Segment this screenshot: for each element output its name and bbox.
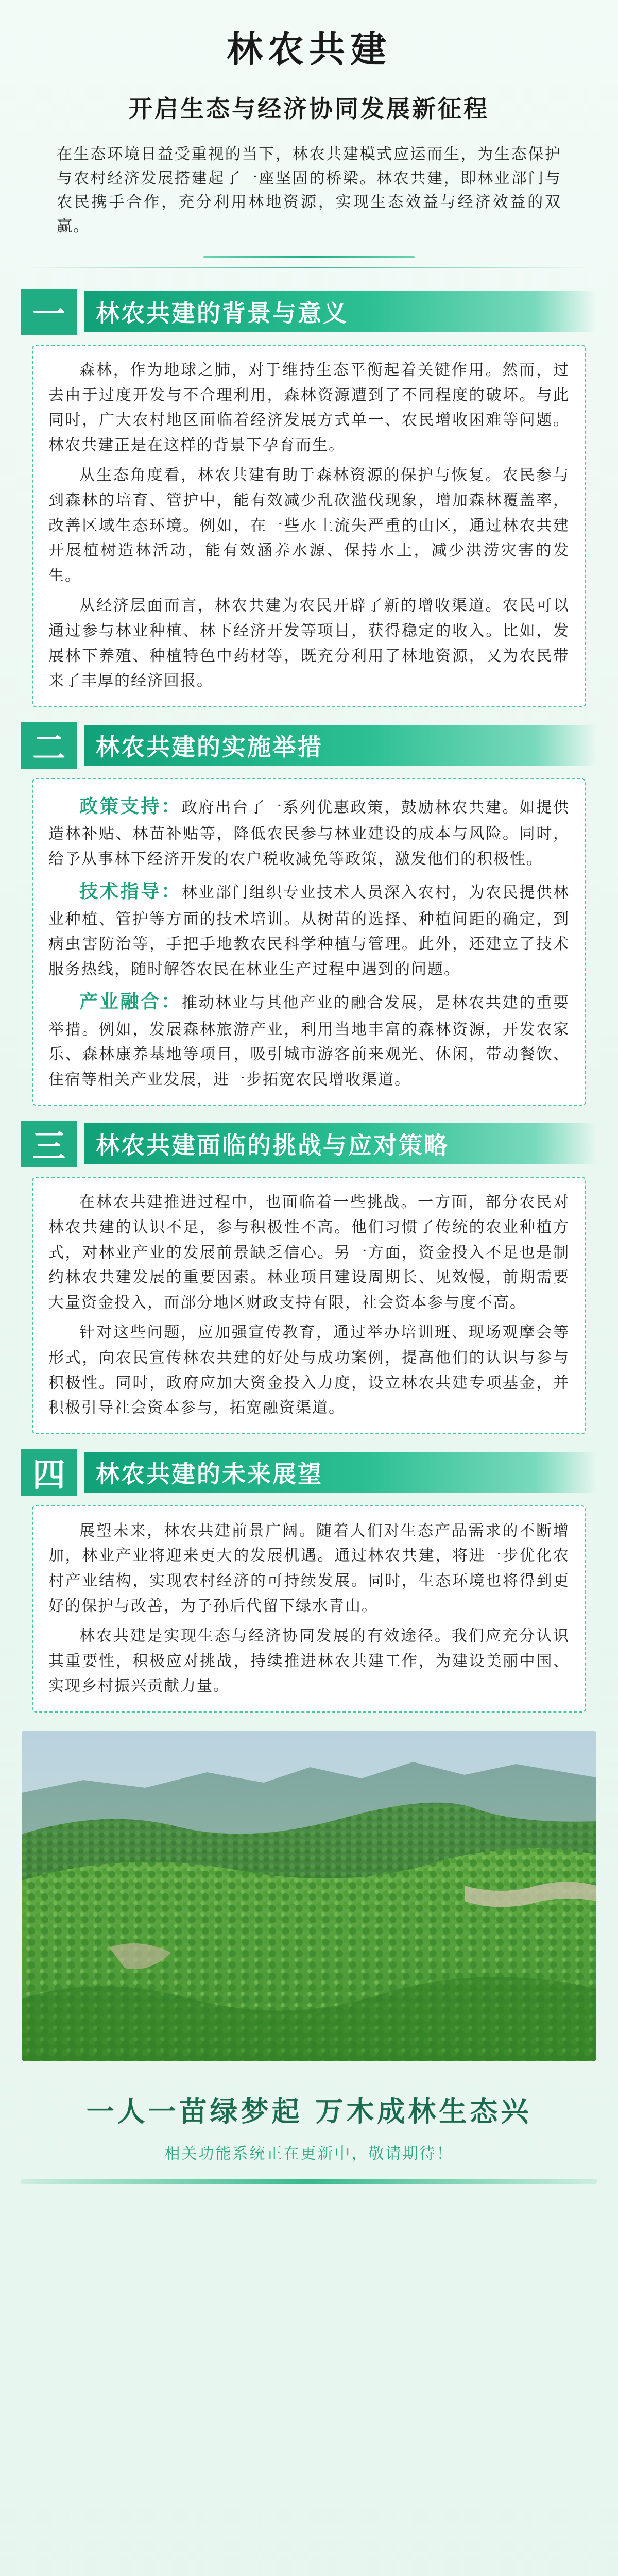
measure-text: 推动林业与其他产业的融合发展，是林农共建的重要举措。例如，发展森林旅游产业，利用当地丰富的森林资源，开发农家乐、森林康养基地等项目，吸引城市游客前来观光、休闲，带动餐饮、住宿等相关产业发展，进一步拓宽农民增收渠道。 — [48, 994, 570, 1089]
section-title: 林农共建的背景与意义 — [96, 299, 348, 327]
page-subtitle: 开启生态与经济协同发展新征程 — [129, 95, 489, 123]
section-number: 一 — [21, 289, 77, 335]
hero-divider-line — [26, 267, 592, 268]
section-content-box — [32, 345, 586, 707]
measure-item-industry — [48, 987, 570, 1092]
section-content-box — [32, 1505, 586, 1713]
section-title: 林农共建的未来展望 — [96, 1460, 323, 1488]
hero-divider — [203, 256, 415, 258]
paragraph: 从经济层面而言，林农共建为农民开辟了新的增收渠道。农民可以通过参与林业种植、林下经济开发等项目，获得稳定的收入。比如，发展林下养殖、种植特色中药材等，既充分利用了林地资源，又为农民带来了丰厚的经济回报。 — [48, 597, 570, 690]
section-header — [21, 1448, 597, 1497]
section-title-bar — [84, 725, 597, 766]
measure-text: 政府出台了一系列优惠政策，鼓励林农共建。如提供造林补贴、林苗补贴等，降低农民参与林业建设的成本与风险。同时，给予从事林下经济开发的农户税收减免等政策，激发他们的积极性。 — [48, 798, 570, 868]
paragraph: 在林农共建推进过程中，也面临着一些挑战。一方面，部分农民对林农共建的认识不足，参与积极性不高。他们习惯了传统的农业种植方式，对林业产业的发展前景缺乏信心。另一方面，资金投入不足也是制约林农共建发展的重要因素。林业项目建设周期长、见效慢，前期需要大量资金投入，而部分地区财政支持有限，社会资本参与度不高。 — [48, 1193, 570, 1312]
section-outlook — [21, 1448, 597, 1713]
section-header — [21, 287, 597, 336]
section-content-box — [32, 778, 586, 1106]
paragraph: 从生态角度看，林农共建有助于森林资源的保护与恢复。农民参与到森林的培育、管护中，能有效减少乱砍滥伐现象，增加森林覆盖率，改善区域生态环境。例如，在一些水土流失严重的山区，通过林农共建开展植树造林活动，能有效涵养水源、保持水土，减少洪涝灾害的发生。 — [48, 466, 570, 585]
intro-paragraph: 在生态环境日益受重视的当下，林农共建模式应运而生，为生态保护与农村经济发展搭建起了一座坚固的桥梁。林农共建，即林业部门与农民携手合作，充分利用林地资源，实现生态效益与经济效益的双赢。 — [57, 145, 561, 235]
section-measures — [21, 721, 597, 1106]
footer-divider — [21, 2179, 597, 2184]
forest-illustration — [22, 1731, 596, 2061]
section-number: 三 — [21, 1121, 77, 1167]
page-title: 林农共建 — [227, 28, 391, 71]
forest-photo — [22, 1731, 596, 2061]
measure-keyword: 政策支持： — [79, 795, 182, 817]
measure-keyword: 技术指导： — [79, 881, 182, 903]
section-challenges — [21, 1119, 597, 1434]
section-content-box — [32, 1177, 586, 1434]
paragraph: 展望未来，林农共建前景广阔。随着人们对生态产品需求的不断增加，林业产业将迎来更大的发展机遇。通过林农共建，将进一步优化农村产业结构，实现农村经济的可持续发展。同时，生态环境也将得到更好的保护与改善，为子孙后代留下绿水青山。 — [48, 1521, 570, 1615]
section-header — [21, 1119, 597, 1168]
paragraph: 林农共建是实现生态与经济协同发展的有效途径。我们应充分认识其重要性，积极应对挑战，持续推进林农共建工作，为建设美丽中国、实现乡村振兴贡献力量。 — [48, 1627, 570, 1696]
section-title: 林农共建的实施举措 — [96, 733, 323, 761]
section-title-bar — [84, 291, 597, 332]
footer-note: 相关功能系统正在更新中，敬请期待！ — [164, 2144, 454, 2163]
section-title-bar — [84, 1452, 597, 1493]
measure-item-tech — [48, 877, 570, 982]
footer-slogan: 一人一苗绿梦起 万木成林生态兴 — [86, 2095, 532, 2128]
hero — [0, 0, 618, 239]
section-title-bar — [84, 1123, 597, 1164]
measure-text: 林业部门组织专业技术人员深入农村，为农民提供林业种植、管护等方面的技术培训。从树苗的选择、种植间距的确定，到病虫害防治等，手把手地教农民科学种植与管理。此外，还建立了技术服务热线，随时解答农民在林业生产过程中遇到的问题。 — [48, 884, 570, 978]
paragraph: 森林，作为地球之肺，对于维持生态平衡起着关键作用。然而，过去由于过度开发与不合理利用，森林资源遭到了不同程度的破坏。与此同时，广大农村地区面临着经济发展方式单一、农民增收困难等问题。林农共建正是在这样的背景下孕育而生。 — [48, 361, 570, 454]
section-number: 四 — [21, 1449, 77, 1496]
section-title: 林农共建面临的挑战与应对策略 — [96, 1131, 449, 1160]
section-background — [21, 287, 597, 707]
measure-keyword: 产业融合： — [79, 991, 182, 1013]
section-header — [21, 721, 597, 770]
paragraph: 针对这些问题，应加强宣传教育，通过举办培训班、现场观摩会等形式，向农民宣传林农共建的好处与成功案例，提高他们的认识与参与积极性。同时，政府应加大资金投入力度，设立林农共建专项基金，并积极引导社会资本参与，拓宽融资渠道。 — [48, 1324, 570, 1417]
measure-item-policy — [48, 792, 570, 872]
section-number: 二 — [21, 722, 77, 769]
